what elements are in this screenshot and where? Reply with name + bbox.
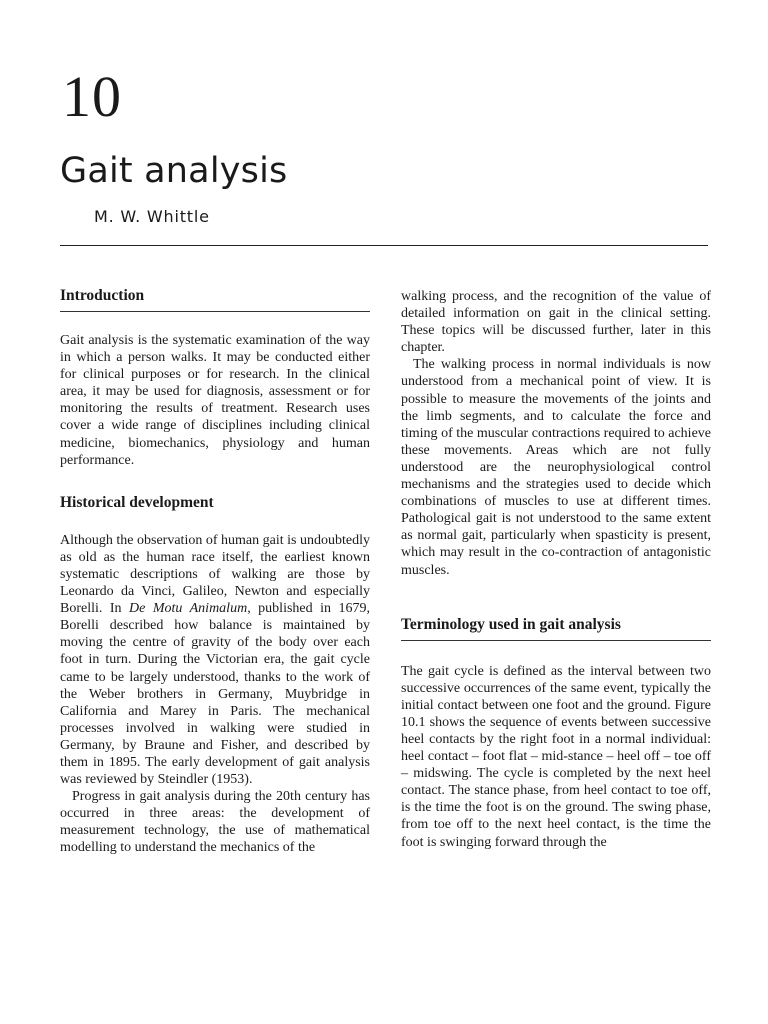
section-heading-introduction: Introduction xyxy=(60,286,370,312)
historical-paragraph-1 xyxy=(60,532,370,788)
historical-text-a: Although the observation of human gait is undoubtedly as old as the human race itself, the earliest known systematic descriptions of walking are those by Leonardo da Vinci, Galileo, Newton and especially Borelli. In xyxy=(60,532,370,617)
title-divider xyxy=(60,245,708,246)
historical-paragraph-2: Progress in gait analysis during the 20th century has occurred in three areas: the development of measurement technology, the use of mathematical modelling to understand the mechanics of the xyxy=(60,789,370,856)
chapter-author: M. W. Whittle xyxy=(94,207,210,226)
right-column xyxy=(401,288,711,851)
section-heading-historical: Historical development xyxy=(60,493,214,511)
section-heading-terminology: Terminology used in gait analysis xyxy=(401,615,711,641)
chapter-number: 10 xyxy=(62,64,122,129)
book-title: De Motu Animalum xyxy=(129,601,248,617)
introduction-paragraph: Gait analysis is the systematic examination of the way in which a person walks. It may be conducted either for clinical purposes or for research. In the clinical area, it may be used for diagnosis, assessment or for monitoring the results of treatment. Research uses cover a wide range of disciplines including clinical medicine, biomechanics, physiology and human performance. xyxy=(60,333,370,468)
historical-text-b: , published in 1679, Borelli described how balance is maintained by moving the centre of gravity of the body over each foot in turn. During the Victorian era, the gait cycle came to be largely understood, thanks to the work of the Weber brothers in Germany, Muybridge in California and Marey in Paris. The mechanical processes involved in walking were studied in Germany, by Braune and Fisher, and described by them in 1895. The early development of gait analysis was reviewed by Steindler (1953). xyxy=(60,601,370,788)
left-column xyxy=(60,286,370,857)
historical-paragraph-3: The walking process in normal individuals is now understood from a mechanical point of view. It is possible to measure the movements of the joints and the limb segments, and to calculate the force and timing of the muscular contractions required to achieve these movements. Areas which are not fully understood are the neurophysiological control mechanisms and the strategies used to decide which combinations of muscles to use at different times. Pathological gait is not understood to the same extent as normal gait, particularly when spasticity is present, which may result in the co-contraction of antagonistic muscles. xyxy=(401,357,711,578)
chapter-title: Gait analysis xyxy=(60,151,288,191)
terminology-paragraph: The gait cycle is defined as the interval between two successive occurrences of the same event, typically the initial contact between one foot and the ground. Figure 10.1 shows the sequence of events between successive heel contacts by the right foot in a normal individual: heel contact – foot flat – mid-stance – heel off – toe off – midswing. The cycle is completed by the next heel contact. The stance phase, from heel contact to toe off, is the time the foot is on the ground. The swing phase, from toe off to the next heel contact, is the time the foot is swinging forward through the xyxy=(401,663,711,850)
historical-paragraph-2-continued: walking process, and the recognition of the value of detailed information on gait in the clinical setting. These topics will be discussed further, later in this chapter. xyxy=(401,289,711,356)
